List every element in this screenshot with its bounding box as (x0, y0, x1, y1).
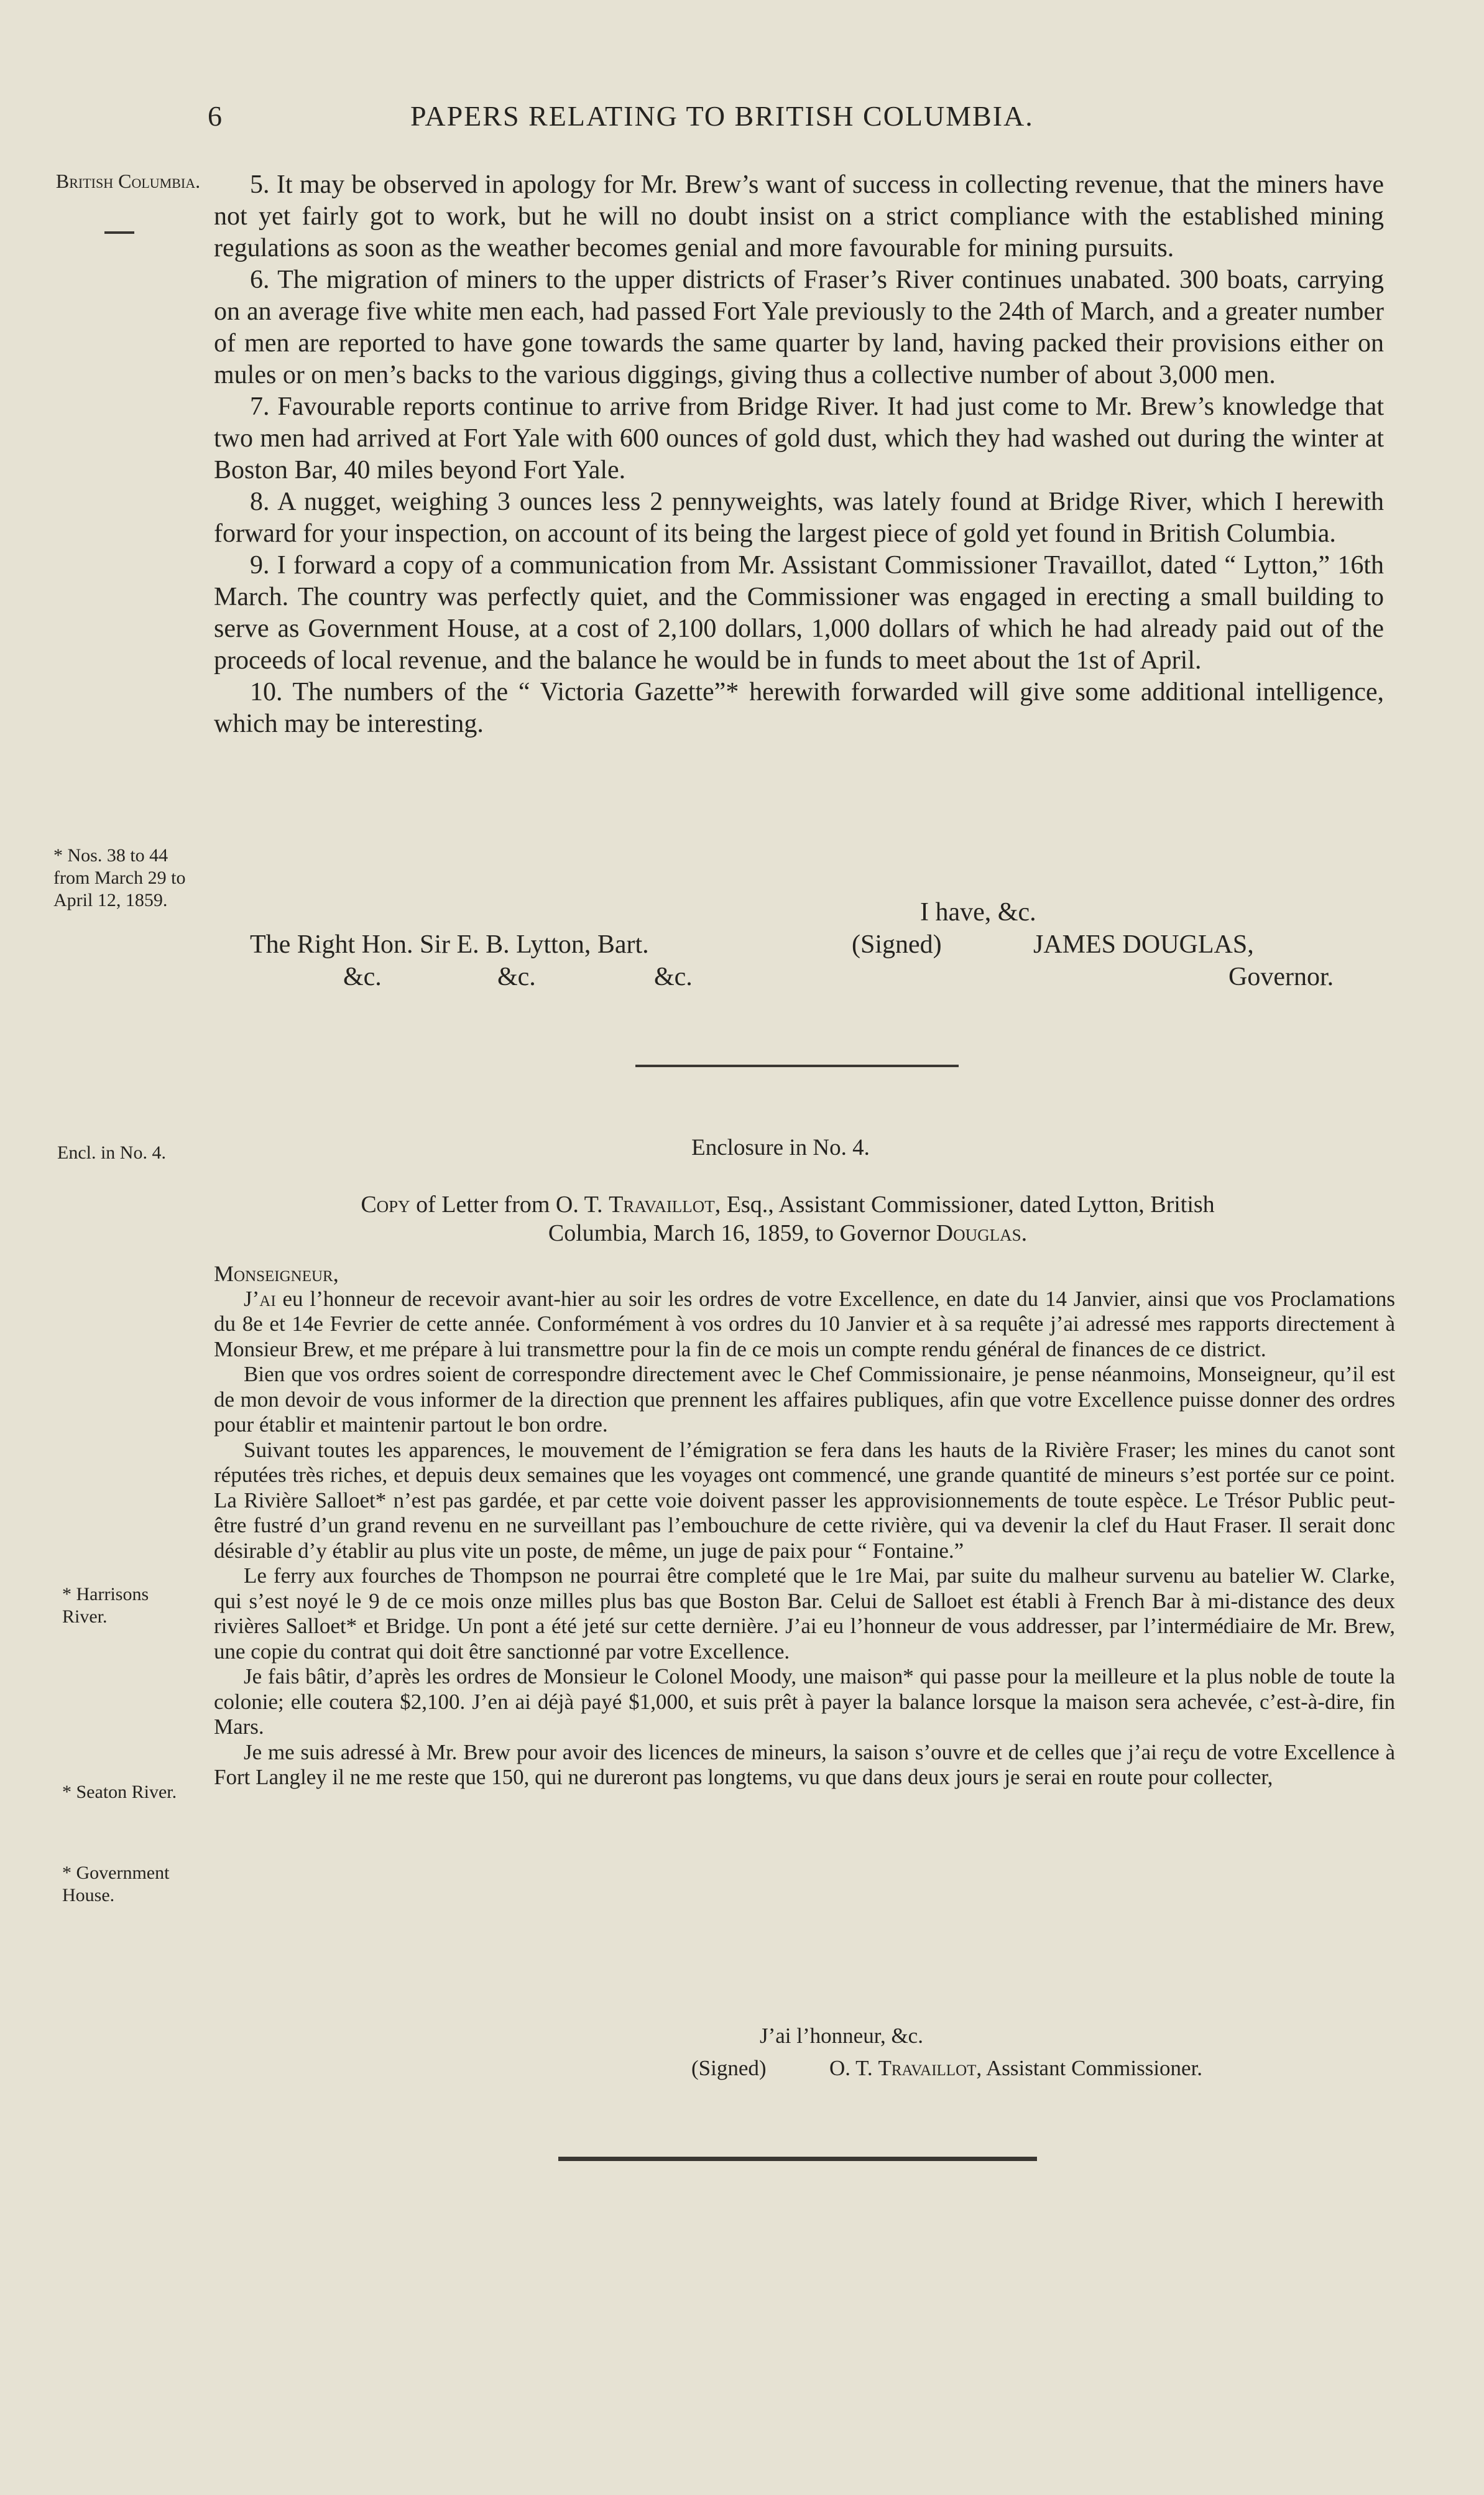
paragraph-8: 8. A nugget, weighing 3 ounces less 2 pennyweights, was lately found at Bridge River, which I herewith forward for your inspection, on account of its being the largest piece of gold yet found in British Columbia. (214, 488, 1384, 548)
margin-note-nos: * Nos. 38 to 44 from March 29 to April 12, 1859. (53, 845, 186, 910)
enclosure-closing: J’ai l’honneur, &c. (760, 2024, 923, 2048)
section-divider (635, 1065, 959, 1067)
bottom-rule (558, 2157, 1037, 2161)
paragraph-10: 10. The numbers of the “ Victoria Gazette”* herewith forwarded will give some additional intelligence, which may be interesting. (214, 678, 1384, 738)
enclosure-paragraph-1 (214, 1287, 1395, 1363)
etc-3: &c. (654, 963, 693, 991)
enclosure-signer (829, 2056, 1202, 2081)
enclosure-paragraph-5: Je fais bâtir, d’après les ordres de Monsieur le Colonel Moody, une maison* qui passe pour la meilleure et la plus noble de toute la colonie; elle coutera $2,100. J’en ai déjà payé $1,000, et suis prêt à payer la balance lorsque la maison sera achevée, c’est-à-dire, fin Mars. (214, 1664, 1395, 1739)
copy-heading-part: of Letter from O. T. (410, 1192, 609, 1218)
enclosure-paragraph-4: Le ferry aux fourches de Thompson ne pourrai être completé que le 1re Mai, par suite du malheur survenu au batelier W. Clarke, qui s’est noyé le 9 de ce mois onze milles plus bas que Boston Bar. Celui de Salloet est établi à French Bar à mi-distance des deux rivières Salloet* et Bridge. Un pont a été jeté sur cette dernière. J’ai eu l’honneur de vous addresser, par l’intermédiaire de Mr. Brew, une copie du contrat qui doit être sanctionné par votre Excellence. (214, 1563, 1395, 1664)
margin-note-seaton-river: * Seaton River. (62, 1782, 177, 1802)
signer-initials: O. T. (829, 2056, 878, 2080)
copy-heading-name: Travaillot (609, 1192, 715, 1218)
copy-heading (214, 1190, 1362, 1248)
copy-heading-part: . (1021, 1220, 1028, 1246)
copy-heading-line2: Columbia, March 16, 1859, to Governor (548, 1220, 936, 1246)
margin-note-harrisons-river: * Harrisons River. (62, 1584, 149, 1627)
paragraph-6: 6. The migration of miners to the upper districts of Fraser’s River continues unabated. 300 boats, carrying on an average five white men each, had passed Fort Yale previously to the 24th of March, and a greater number of men are reported to have gone towards the same quarter by land, having packed their provisions either on mules or on men’s backs to the various diggings, giving thus a collective number of about 3,000 men. (214, 266, 1384, 389)
margin-dash (104, 231, 134, 234)
salutation: Monseigneur, (214, 1261, 339, 1286)
running-title: PAPERS RELATING TO BRITISH COLUMBIA. (410, 100, 1034, 132)
page-header (0, 100, 1484, 137)
letter-body (214, 169, 1384, 740)
paragraph-7: 7. Favourable reports continue to arrive from Bridge River. It had just come to Mr. Brew’s knowledge that two men had arrived at Fort Yale with 600 ounces of gold dust, which they had washed out during the winter at Boston Bar, 40 miles beyond Fort Yale. (214, 392, 1384, 484)
enclosure-heading-text: Enclosure in No. 4. (691, 1135, 870, 1160)
margin-note-british-columbia: British Columbia. (55, 170, 201, 192)
page-number: 6 (208, 100, 222, 132)
paragraph-9: 9. I forward a copy of a communication from Mr. Assistant Commissioner Travaillot, dated “ Lytton,” 16th March. The country was perfectly quiet, and the Commissioner was engaged in erecting a small building to serve as Government House, at a cost of 2,100 dollars, 1,000 dollars of which he had already paid out of the proceeds of local revenue, and the balance he would be in funds to meet about the 1st of April. (214, 551, 1384, 675)
enclosure-heading (0, 1136, 1484, 1161)
paragraph-5: 5. It may be observed in apology for Mr. Brew’s want of success in collecting revenue, that the miners have not yet fairly got to work, but he will no doubt insist on a strict compliance with the established mining regulations as soon as the weather becomes genial and more favourable for mining pursuits. (214, 170, 1384, 262)
signer-name: Travaillot (878, 2056, 977, 2080)
letter-closing: I have, &c. (920, 898, 1036, 927)
enclosure-body (214, 1261, 1395, 1790)
margin-note-encl: Encl. in No. 4. (57, 1142, 166, 1163)
enclosure-signed: (Signed) (691, 2056, 767, 2080)
etc-2: &c. (497, 963, 536, 991)
margin-note-government-house: * Government House. (62, 1863, 170, 1905)
enclosure-paragraph-1-text: eu l’honneur de recevoir avant-hier au soir les ordres de votre Excellence, en date du 14 Janvier, ainsi que vos Proclamations du 8e et 14e Fevrier de cette année. Conformément à vos ordres du 10 Janvier et à sa requête j’ai adressé mes rapports directement à Monsieur Brew, et me prépare à lui transmettre pour la fin de ce mois un compte rendu général de finances de ce district. (214, 1286, 1395, 1361)
enclosure-paragraph-6: Je me suis adressé à Mr. Brew pour avoir des licences de mineurs, la saison s’ouvre et de celles que j’ai reçu de votre Excellence à Fort Langley il ne me reste que 150, qui ne dureront pas longtems, vu que dans deux jours je serai en route pour collecter, (214, 1739, 1395, 1789)
letter-addressee: The Right Hon. Sir E. B. Lytton, Bart. (250, 930, 649, 959)
copy-word: Copy (361, 1192, 410, 1218)
etc-1: &c. (343, 963, 382, 991)
letter-signer-title: Governor. (1228, 963, 1334, 991)
copy-heading-douglas: Douglas (936, 1220, 1021, 1246)
letter-signer: JAMES DOUGLAS, (1033, 930, 1254, 959)
letter-signed: (Signed) (852, 930, 942, 959)
enclosure-paragraph-2: Bien que vos ordres soient de correspondre directement avec le Chef Commissionaire, je pense néanmoins, Monseigneur, qu’il est de mon devoir de vous informer de la direction que prennent les affaires publiques, afin que votre Excellence puisse donner des ordres pour établir et maintenir partout le bon ordre. (214, 1362, 1395, 1437)
first-word: J’ai (244, 1286, 276, 1311)
enclosure-paragraph-3: Suivant toutes les apparences, le mouvement de l’émigration se fera dans les hauts de la Rivière Fraser; les mines du canot sont réputées très riches, et depuis deux semaines que les voyages ont commencé, une grande quantité de mineurs s’est portée sur ce point. La Rivière Salloet* n’est pas gardée, et par cette voie doivent passer les approvisionnements de toute espèce. Le Trésor Public peut-être fustré d’un grand revenu en ne surveillant pas l’embouchure de cette rivière, qui va devenir la clef du Haut Fraser. Il serait donc désirable d’y établir au plus vite un poste, de même, un juge de paix pour “ Fontaine.” (214, 1437, 1395, 1563)
copy-heading-part: , Esq., Assistant Commissioner, dated Lytton, British (714, 1192, 1215, 1218)
signer-title: , Assistant Commissioner. (976, 2056, 1203, 2080)
